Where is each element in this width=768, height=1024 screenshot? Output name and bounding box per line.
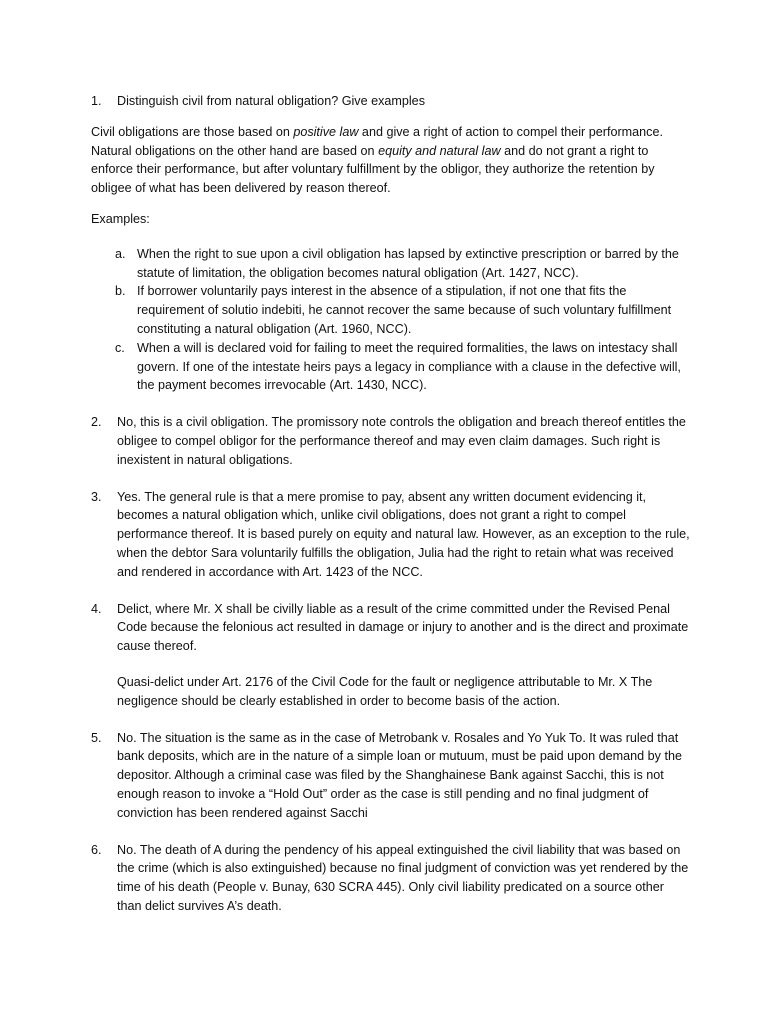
answer-3 bbox=[91, 488, 691, 582]
example-text: When the right to sue upon a civil obligation has lapsed by extinctive prescription or barred by the statute of limitation, the obligation becomes natural obligation (Art. 1427, NCC). bbox=[137, 246, 679, 280]
question-1 bbox=[91, 92, 691, 111]
example-text: If borrower voluntarily pays interest in the absence of a stipulation, if not one that fits the requirement of solutio indebiti, he cannot recover the same because of such voluntary fulfillment constituting a natural obligation (Art. 1960, NCC). bbox=[137, 284, 672, 336]
answer-5 bbox=[91, 729, 691, 823]
examples-list bbox=[91, 245, 691, 395]
answer-4 bbox=[91, 600, 691, 711]
para-text-3: and do not grant a right to enforce their performance, but after voluntary fulfillment by the obligor, they authorize the retention by obligee of what has been delivered by reason thereof. bbox=[91, 143, 655, 196]
answer-text: No. The death of A during the pendency of his appeal extinguished the civil liability that was based on the crime (which is also extinguished) because no final judgment of conviction was yet rendered by the time of his death (People v. Bunay, 630 SCRA 445). Only civil liability predicated on a source other than delict survives A’s death. bbox=[117, 842, 689, 913]
examples-label: Examples: bbox=[91, 211, 150, 226]
example-letter: c. bbox=[115, 340, 125, 355]
document-body bbox=[91, 92, 691, 934]
para-text-2: and give a right of action to compel their performance. Natural obligations on the other hand are based on bbox=[91, 124, 663, 158]
example-item bbox=[91, 282, 691, 338]
example-letter: a. bbox=[115, 246, 126, 261]
question-number: 1. bbox=[91, 94, 102, 108]
answer-number: 2. bbox=[91, 415, 102, 430]
example-letter: b. bbox=[115, 284, 126, 299]
answer-number: 3. bbox=[91, 489, 102, 504]
answer-subtext: Quasi-delict under Art. 2176 of the Civil Code for the fault or negligence attributable to Mr. X The negligence should be clearly established in order to become basis of the action. bbox=[117, 674, 653, 708]
example-text: When a will is declared void for failing to meet the required formalities, the laws on intestacy shall govern. If one of the intestate heirs pays a legacy in compliance with a clause in the defective will, the payment becomes irrevocable (Art. 1430, NCC). bbox=[137, 340, 681, 393]
answer-text: Delict, where Mr. X shall be civilly liable as a result of the crime committed under the Revised Penal Code because the felonious act resulted in damage or injury to another and is the direct and proximate cause thereof. bbox=[117, 601, 689, 654]
para-emphasis-equity: equity and natural law bbox=[378, 143, 501, 158]
example-item bbox=[91, 339, 691, 395]
answer-6 bbox=[91, 841, 691, 916]
para-emphasis-positive-law: positive law bbox=[293, 124, 359, 139]
answer-number: 4. bbox=[91, 601, 102, 616]
definition-paragraph bbox=[91, 123, 691, 198]
answer-number: 5. bbox=[91, 730, 102, 745]
answer-text: Yes. The general rule is that a mere promise to pay, absent any written document evidencing it, becomes a natural obligation which, unlike civil obligations, does not grant a right to compel performance thereof. It is based purely on equity and natural law. However, as an exception to the rule, when the debtor Sara voluntarily fulfills the obligation, Julia had the right to retain what was received and rendered in accordance with Art. 1423 of the NCC. bbox=[117, 489, 690, 579]
answer-number: 6. bbox=[91, 842, 102, 857]
example-item bbox=[91, 245, 691, 283]
answer-text: No, this is a civil obligation. The promissory note controls the obligation and breach thereof entitles the obligee to compel obligor for the performance thereof and may even claim damages. Such right is inexistent in natural obligations. bbox=[117, 415, 686, 467]
question-text: Distinguish civil from natural obligation? Give examples bbox=[117, 94, 425, 108]
answer-text: No. The situation is the same as in the case of Metrobank v. Rosales and Yo Yuk To. It was ruled that bank deposits, which are in the nature of a simple loan or mutuum, must be paid upon demand by the depositor. Although a criminal case was filed by the Shanghainese Bank against Sacchi, this is not enough reason to invoke a “Hold Out” order as the case is still pending and no final judgment of conviction has been rendered against Sacchi bbox=[117, 730, 682, 820]
para-text-1: Civil obligations are those based on bbox=[91, 124, 294, 139]
answer-2 bbox=[91, 413, 691, 469]
